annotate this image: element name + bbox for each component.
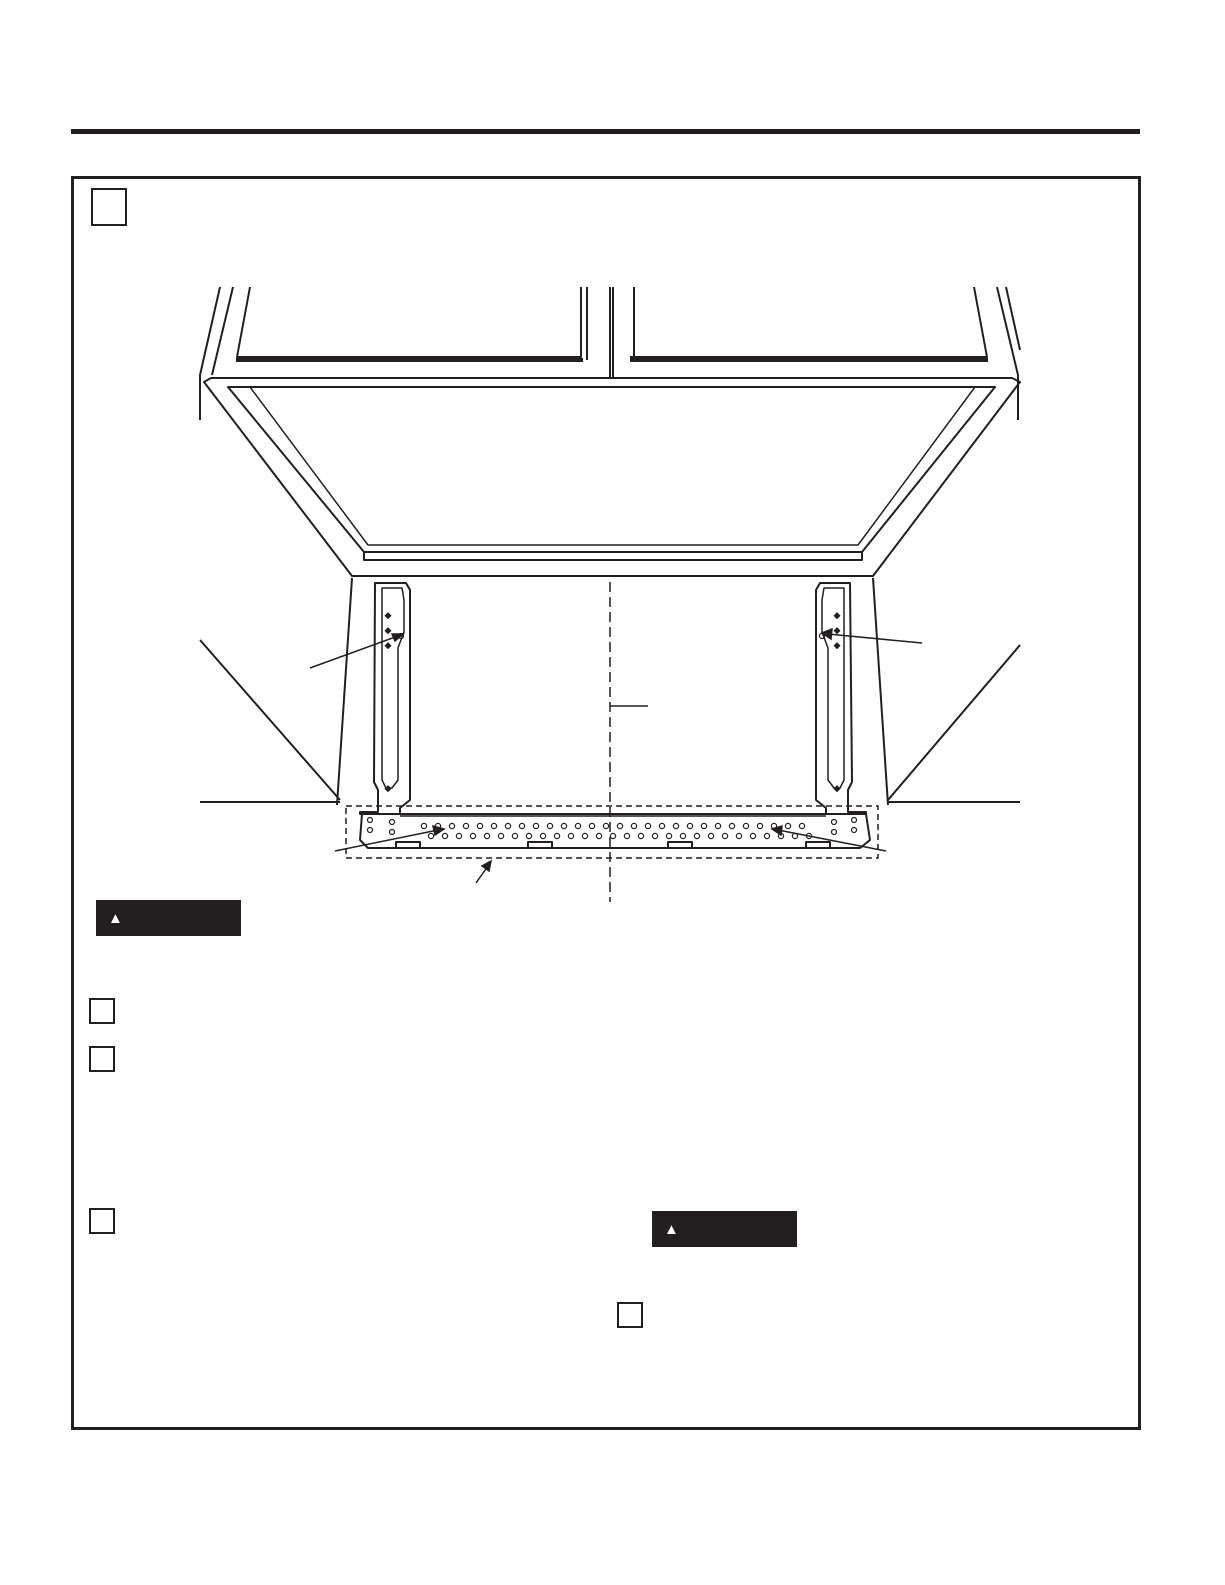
rail-hole [428, 833, 433, 838]
rail-hole [484, 833, 489, 838]
rail-hole [673, 823, 678, 828]
rail-hole [785, 823, 790, 828]
rail-hole [575, 823, 580, 828]
rail-hole [547, 823, 552, 828]
rail-hole [736, 833, 741, 838]
rail-hole [505, 823, 510, 828]
warning-label-left [96, 900, 241, 936]
rail-hole [561, 823, 566, 828]
rail-hole [617, 823, 622, 828]
rail-hole [799, 823, 804, 828]
rail-hole [442, 833, 447, 838]
rail-hole [477, 823, 482, 828]
rail-hole [603, 823, 608, 828]
rail-hole [526, 833, 531, 838]
rail-hole [631, 823, 636, 828]
warning-triangle-icon: ▲ [108, 909, 123, 927]
rail-hole [722, 833, 727, 838]
warning-label-right [652, 1211, 797, 1247]
rail-hole [645, 823, 650, 828]
rail-hole [729, 823, 734, 828]
rail-hole [449, 823, 454, 828]
rail-hole [470, 833, 475, 838]
rail-hole [456, 833, 461, 838]
rail-hole [596, 833, 601, 838]
step-number-box-4 [617, 1302, 643, 1328]
step-number-box-1 [89, 998, 115, 1024]
rail-hole [540, 833, 545, 838]
rail-hole [701, 823, 706, 828]
rail-hole [680, 833, 685, 838]
step-number-box-2 [89, 1046, 115, 1072]
step-number-box-3 [89, 1208, 115, 1234]
rail-hole [750, 833, 755, 838]
rail-hole [624, 833, 629, 838]
warning-triangle-icon: ▲ [664, 1220, 679, 1238]
rail-hole [743, 823, 748, 828]
rail-hole [533, 823, 538, 828]
rail-hole [568, 833, 573, 838]
rail-hole [666, 833, 671, 838]
rail-hole [694, 833, 699, 838]
rail-hole [512, 833, 517, 838]
rail-hole [652, 833, 657, 838]
rail-hole [659, 823, 664, 828]
rail-hole [491, 823, 496, 828]
rail-hole [764, 833, 769, 838]
rail-hole [519, 823, 524, 828]
rail-hole [687, 823, 692, 828]
rail-hole [554, 833, 559, 838]
rail-hole [463, 823, 468, 828]
rail-hole [610, 833, 615, 838]
rail-hole [638, 833, 643, 838]
rail-hole [421, 823, 426, 828]
rail-hole [708, 833, 713, 838]
rail-hole [589, 823, 594, 828]
rail-hole [582, 833, 587, 838]
rail-hole [715, 823, 720, 828]
rail-hole [498, 833, 503, 838]
rail-hole [757, 823, 762, 828]
